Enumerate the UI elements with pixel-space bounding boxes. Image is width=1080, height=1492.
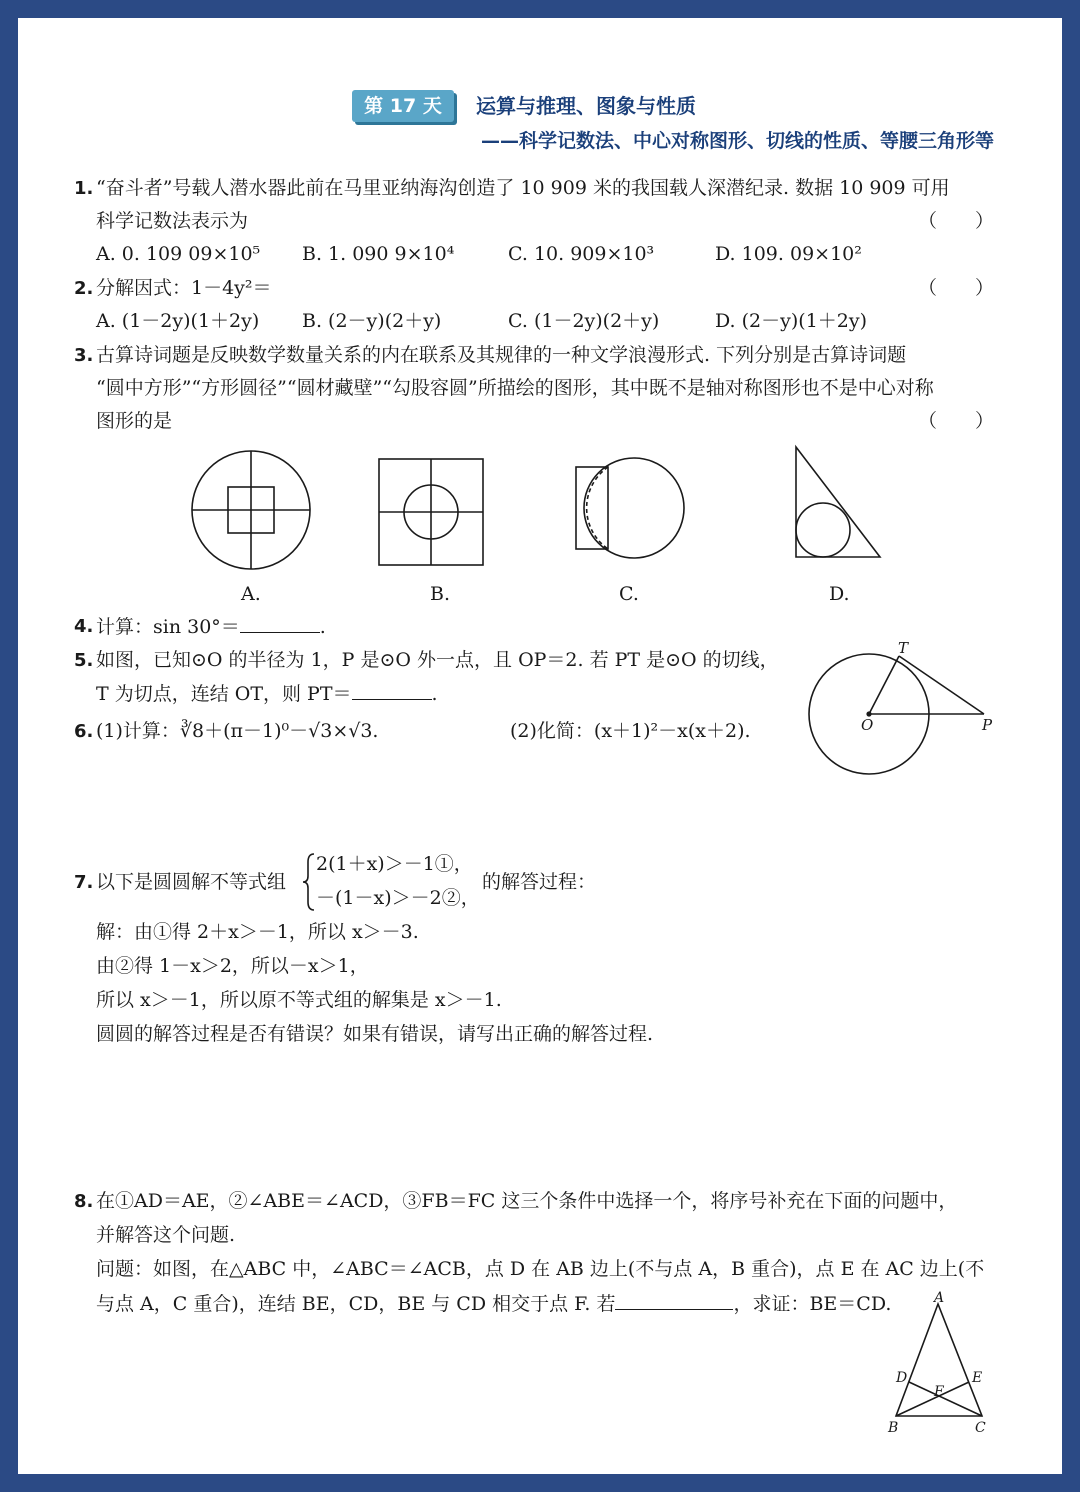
- day-badge: 第 17 天: [352, 90, 454, 122]
- q3-line1: 古算诗词题是反映数学数量关系的内在联系及其规律的一种文学浪漫形式. 下列分别是古算诗词题: [96, 344, 907, 366]
- q8-line2: 并解答这个问题.: [96, 1224, 236, 1246]
- q2-option-c: C. (1－2y)(2＋y): [508, 310, 660, 332]
- q4-number: 4.: [74, 616, 94, 637]
- q7-inequality-2: －(1－x)＞－2②，: [316, 887, 480, 909]
- q5-number: 5.: [74, 650, 94, 671]
- q3-figure-d: [792, 444, 884, 562]
- q1-line2: 科学记数法表示为: [96, 210, 249, 232]
- q2-option-a: A. (1－2y)(1＋2y): [96, 310, 260, 332]
- q8-label-c: C: [975, 1420, 986, 1436]
- q8-number: 8.: [74, 1191, 94, 1212]
- q5-label-o: O: [861, 716, 874, 734]
- q4-answer-blank[interactable]: [240, 614, 320, 633]
- q7-solution-1: 解：由①得 2＋x＞－1，所以 x＞－3.: [96, 921, 419, 943]
- q3-figure-a: [188, 448, 318, 578]
- q1-answer-paren: （ ）: [917, 210, 994, 232]
- q6-number: 6.: [74, 721, 94, 742]
- q4-text: 计算：sin 30°＝: [96, 616, 240, 638]
- q5-text: T 为切点，连结 OT，则 PT＝: [96, 683, 352, 705]
- q4-line: [96, 614, 326, 639]
- q8-label-f: F: [934, 1384, 944, 1400]
- q5-label-t: T: [898, 639, 909, 657]
- q3-line2: “圆中方形”“方形圆径”“圆材藏壁”“勾股容圆”所描绘的图形，其中既不是轴对称图形也不是中心对称: [96, 377, 934, 399]
- q4-end: .: [319, 616, 326, 638]
- q8-line3: 问题：如图，在△ABC 中，∠ABC＝∠ACB，点 D 在 AB 边上(不与点 A，B 重合)，点 E 在 AC 边上(不: [96, 1258, 985, 1280]
- q5-line2: [96, 681, 438, 706]
- worksheet-page: [18, 18, 1062, 1474]
- q3-line3: 图形的是: [96, 410, 173, 432]
- q7-question: 圆圆的解答过程是否有错误？如果有错误，请写出正确的解答过程.: [96, 1023, 654, 1045]
- page-subtitle: ——科学记数法、中心对称图形、切线的性质、等腰三角形等: [480, 130, 994, 152]
- q2-option-d: D. (2－y)(1＋2y): [715, 310, 868, 332]
- q3-number: 3.: [74, 345, 94, 366]
- q6-part2: (2)化简：(x＋1)²－x(x＋2).: [510, 720, 751, 742]
- q1-number: 1.: [74, 178, 94, 199]
- q5-answer-blank[interactable]: [352, 681, 432, 700]
- q8-label-e: E: [972, 1370, 983, 1386]
- q3-label-c: C.: [619, 583, 639, 605]
- q7-intro: 以下是圆圆解不等式组: [96, 871, 287, 893]
- q1-option-a: A. 0. 109 09×10⁵: [96, 243, 261, 265]
- q5-circle-tangent-figure: [806, 639, 996, 776]
- q2-answer-paren: （ ）: [917, 277, 994, 299]
- q6-part1: (1)计算：∛8＋(π－1)⁰－√3×√3.: [96, 720, 379, 742]
- q7-number: 7.: [74, 872, 94, 893]
- q5-line1: 如图，已知⊙O 的半径为 1，P 是⊙O 外一点，且 OP＝2. 若 PT 是⊙O 的切线，: [96, 649, 779, 671]
- q3-figure-b: [376, 456, 486, 566]
- q8-triangle-figure: [884, 1290, 1004, 1440]
- q7-inequality-1: 2(1＋x)＞－1①，: [316, 853, 473, 875]
- q7-tail: 的解答过程：: [482, 871, 597, 893]
- q8-line1: 在①AD＝AE，②∠ABE＝∠ACD，③FB＝FC 这三个条件中选择一个，将序号补充在下面的问题中，: [96, 1190, 958, 1212]
- q3-label-a: A.: [241, 583, 261, 605]
- q1-option-c: C. 10. 909×10³: [508, 243, 655, 265]
- q8-line4: [96, 1291, 891, 1316]
- q8-answer-blank[interactable]: [615, 1291, 733, 1310]
- q2-option-b: B. (2－y)(2＋y): [302, 310, 442, 332]
- q3-label-b: B.: [430, 583, 451, 605]
- q8-label-d: D: [896, 1370, 908, 1386]
- q8-line4a: 与点 A，C 重合)，连结 BE，CD，BE 与 CD 相交于点 F. 若: [96, 1293, 616, 1315]
- q2-text: 分解因式：1－4y²＝: [96, 277, 272, 299]
- q1-line1: “奋斗者”号载人潜水器此前在马里亚纳海沟创造了 10 909 米的我国载人深潜纪录. 数据 10 909 可用: [96, 177, 950, 199]
- q5-label-p: P: [982, 716, 993, 734]
- page-title: 运算与推理、图象与性质: [476, 94, 696, 118]
- q8-label-a: A: [934, 1290, 945, 1306]
- q5-end: .: [431, 683, 438, 705]
- q8-line4b: ，求证：BE＝CD.: [733, 1293, 892, 1315]
- q1-option-b: B. 1. 090 9×10⁴: [302, 243, 455, 265]
- q7-solution-2: 由②得 1－x＞2，所以－x＞1，: [96, 955, 369, 977]
- q3-label-d: D.: [829, 583, 850, 605]
- q2-number: 2.: [74, 278, 94, 299]
- q3-answer-paren: （ ）: [917, 410, 994, 432]
- q7-solution-3: 所以 x＞－1，所以原不等式组的解集是 x＞－1.: [96, 989, 502, 1011]
- q8-label-b: B: [888, 1420, 899, 1436]
- q3-figure-c: [572, 458, 692, 562]
- q7-brace: [302, 852, 316, 912]
- q1-option-d: D. 109. 09×10²: [715, 243, 862, 265]
